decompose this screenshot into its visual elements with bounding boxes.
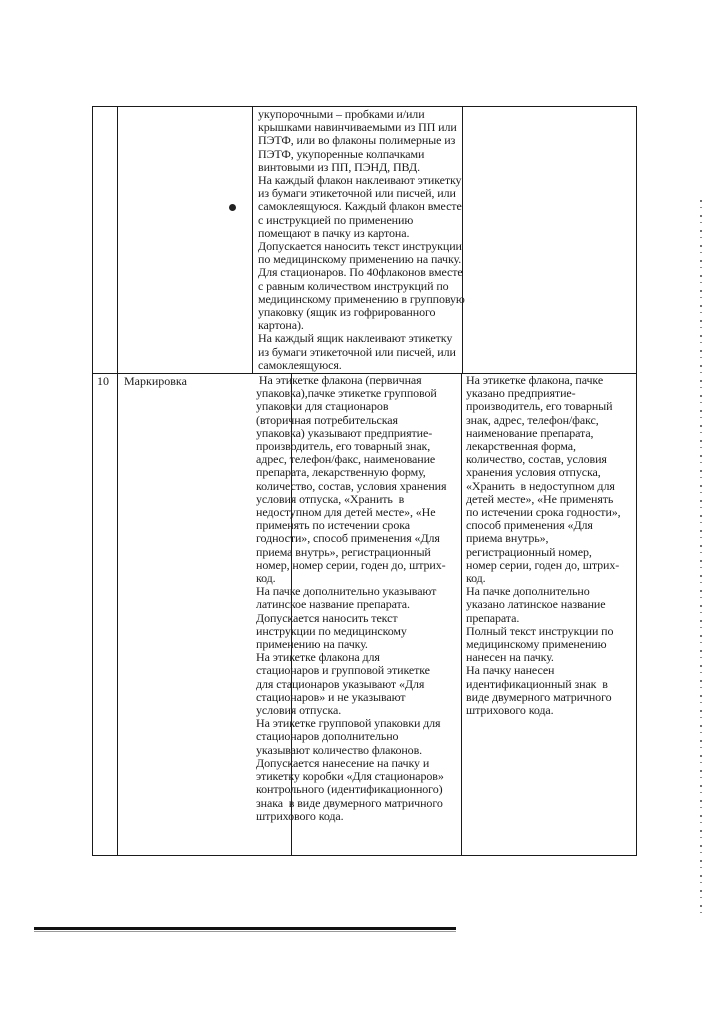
- text-line: указано латинское название: [466, 597, 606, 612]
- text-line: помещают в пачку из картона.: [258, 225, 410, 240]
- text-line: количество, состав, условия хранения: [256, 478, 447, 493]
- text-line: штрихового кода.: [256, 808, 344, 823]
- text-line: виде двумерного матричного: [466, 689, 612, 704]
- text-line: с инструкцией по применению: [258, 212, 414, 227]
- text-line: контрольного (идентификационного): [256, 782, 443, 797]
- text-line: наименование препарата,: [466, 425, 594, 440]
- text-line: для стационаров указывают «Для: [256, 676, 425, 691]
- text-line: указано предприятие-: [466, 386, 576, 401]
- text-line: производитель, его товарный: [466, 399, 613, 414]
- text-line: самоклеящуюся.: [258, 357, 342, 372]
- bottom-rule-shadow: [34, 931, 456, 932]
- text-line: применению на пачку.: [256, 637, 368, 652]
- text-line: из бумаги этикеточной или писчей, или: [258, 344, 456, 359]
- text-line: номер, номер серии, годен до, штрих-: [256, 557, 446, 572]
- text-line: по медицинскому применению на пачку.: [258, 252, 462, 267]
- text-line: упаковку (ящик из гофрированного: [258, 305, 436, 320]
- text-line: упаковка),пачке этикетке групповой: [256, 386, 437, 401]
- text-line: с равным количеством инструкций по: [258, 278, 449, 293]
- table-left-border: [92, 106, 93, 856]
- marking-result-cell: [466, 374, 621, 717]
- text-line: препарата.: [466, 610, 520, 625]
- text-line: Полный текст инструкции по: [466, 623, 614, 638]
- text-line: (вторичная потребительская: [256, 412, 398, 427]
- table-bottom-border: [92, 855, 636, 856]
- text-line: На пачке дополнительно указывают: [256, 584, 437, 599]
- text-line: нанесен на пачку.: [466, 650, 554, 665]
- text-line: указывают количество флаконов.: [256, 742, 423, 757]
- text-line: картона).: [258, 318, 304, 333]
- text-line: инструкции по медицинскому: [256, 623, 407, 638]
- text-line: самоклеящуюся. Каждый флакон вместе: [258, 199, 462, 214]
- text-line: На этикетке групповой упаковки для: [256, 716, 441, 731]
- text-line: этикетку коробки «Для стационаров»: [256, 769, 444, 784]
- table-right-border: [636, 106, 637, 856]
- row-number: 10: [97, 374, 109, 388]
- row-title: Маркировка: [124, 374, 187, 388]
- text-line: хранения условия отпуска,: [466, 465, 601, 480]
- text-line: ПЭТФ, укупоренные колпачками: [258, 146, 425, 161]
- bottom-rule: [34, 927, 456, 930]
- text-line: код.: [256, 571, 276, 586]
- text-line: Для стационаров. По 40флаконов вместе: [258, 265, 463, 280]
- text-line: На этикетке флакона для: [256, 650, 380, 665]
- text-line: стационаров» и не указывают: [256, 689, 406, 704]
- text-line: стационаров и групповой этикетке: [256, 663, 430, 678]
- text-line: производитель, его товарный знак,: [256, 439, 431, 454]
- text-line: приема внутрь»,: [466, 531, 549, 546]
- text-line: по истечении срока годности»,: [466, 505, 621, 520]
- text-line: крышками навинчиваемыми из ПП или: [258, 120, 457, 135]
- text-line: укупорочными – пробками и/или: [258, 107, 425, 121]
- text-line: знака в виде двумерного матричного: [256, 795, 443, 810]
- column-divider-number: [117, 106, 118, 856]
- text-line: медицинскому применению в групповую: [258, 291, 465, 306]
- column-divider-name-top: [252, 106, 253, 374]
- text-line: препарата, лекарственную форму,: [256, 465, 426, 480]
- text-line: годности», способ применения «Для: [256, 531, 440, 546]
- text-line: способ применения «Для: [466, 518, 593, 533]
- text-line: ПЭТФ, или во флаконы полимерные из: [258, 133, 456, 148]
- text-line: недоступном для детей месте», «Не: [256, 505, 436, 520]
- text-line: детей месте», «Не применять: [466, 491, 614, 506]
- text-line: знак, адрес, телефон/факс,: [466, 412, 599, 427]
- text-line: На этикетке флакона, пачке: [466, 373, 604, 387]
- text-line: винтовыми из ПП, ПЭНД, ПВД.: [258, 159, 420, 174]
- text-line: Допускается нанесение на пачку и: [256, 755, 430, 770]
- text-line: На каждый ящик наклеивают этикетку: [258, 331, 453, 346]
- text-line: латинское название препарата.: [256, 597, 410, 612]
- text-line: Допускается наносить текст: [256, 610, 398, 625]
- column-divider-result-row10: [461, 373, 462, 856]
- marking-requirements-cell: [256, 374, 446, 823]
- text-line: лекарственная форма,: [466, 439, 576, 454]
- text-line: номер серии, годен до, штрих-: [466, 557, 620, 572]
- text-line: Допускается наносить текст инструкции: [258, 239, 462, 254]
- text-line: адрес, телефон/факс, наименование: [256, 452, 436, 467]
- text-line: упаковка) указывают предприятие-: [256, 425, 433, 440]
- text-line: стационаров дополнительно: [256, 729, 399, 744]
- text-line: «Хранить в недоступном для: [466, 478, 615, 493]
- text-line: количество, состав, условия: [466, 452, 607, 467]
- text-line: медицинскому применению: [466, 637, 607, 652]
- text-line: применять по истечении срока: [256, 518, 410, 533]
- text-line: из бумаги этикеточной или писчей, или: [258, 186, 456, 201]
- scan-speck: [229, 204, 236, 211]
- text-line: код.: [466, 571, 486, 586]
- text-line: идентификационный знак в: [466, 676, 608, 691]
- packaging-requirements-cell: [258, 108, 465, 372]
- text-line: На этикетке флакона (первичная: [256, 373, 422, 387]
- scan-edge-noise: [700, 200, 702, 920]
- text-line: регистрационный номер,: [466, 544, 592, 559]
- text-line: условия отпуска, «Хранить в: [256, 491, 405, 506]
- text-line: условия отпуска.: [256, 703, 342, 718]
- text-line: На пачке дополнительно: [466, 584, 590, 599]
- text-line: приема внутрь», регистрационный: [256, 544, 431, 559]
- text-line: упаковки для стационаров: [256, 399, 389, 414]
- text-line: штрихового кода.: [466, 703, 554, 718]
- text-line: На пачку нанесен: [466, 663, 555, 678]
- text-line: На каждый флакон наклеивают этикетку: [258, 173, 462, 188]
